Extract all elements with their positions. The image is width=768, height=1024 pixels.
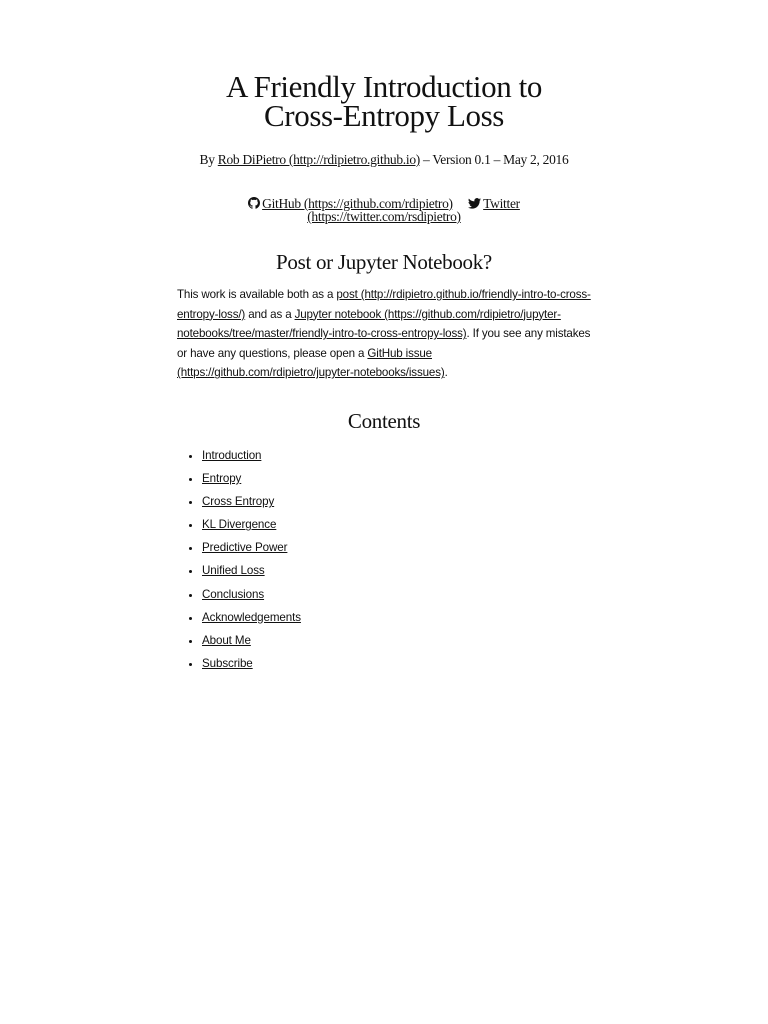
github-link-text: GitHub (https://github.com/rdipietro): [262, 196, 453, 211]
toc-item: [202, 559, 301, 582]
toc-item: [202, 652, 301, 675]
toc-item: [202, 513, 301, 536]
toc-link-acknowledgements[interactable]: Acknowledgements: [202, 610, 301, 624]
toc-link-conclusions[interactable]: Conclusions: [202, 587, 265, 601]
toc-item: [202, 444, 301, 467]
social-links: [0, 197, 768, 223]
toc-item: [202, 629, 301, 652]
github-issue-link[interactable]: GitHub issue (https://github.com/rdipietro/jupyter-notebooks/issues): [177, 346, 445, 380]
toc-item: [202, 583, 301, 606]
byline: [0, 151, 768, 169]
twitter-link-text-1: Twitter: [483, 196, 520, 211]
twitter-link-url[interactable]: (https://twitter.com/rsdipietro): [307, 209, 461, 224]
toc-link-subscribe[interactable]: Subscribe: [202, 656, 253, 670]
jupyter-notebook-link[interactable]: Jupyter notebook (https://github.com/rdipietro/jupyter-notebooks/tree/master/friendly-intro-to-cross-entropy-loss): [177, 307, 561, 341]
toc-link-entropy[interactable]: Entropy: [202, 472, 242, 486]
page-title: [0, 69, 768, 133]
section-heading-notebook: Post or Jupyter Notebook?: [276, 250, 492, 274]
byline-version-date: – Version 0.1 – May 2, 2016: [419, 152, 569, 167]
toc-link-unified-loss[interactable]: Unified Loss: [202, 564, 265, 578]
twitter-link[interactable]: [468, 196, 520, 211]
toc-item: [202, 467, 301, 490]
toc-link-kl-divergence[interactable]: KL Divergence: [202, 518, 277, 532]
post-link[interactable]: post (http://rdipietro.github.io/friendly-intro-to-cross-entropy-loss/): [177, 288, 591, 321]
twitter-icon: [468, 198, 481, 211]
intro-text-4: .: [444, 366, 448, 380]
toc-link-predictive-power[interactable]: Predictive Power: [202, 541, 288, 555]
byline-prefix: By: [199, 152, 218, 167]
title-line-1: A Friendly Introduction to: [226, 69, 542, 104]
intro-text-1: This work is available both as a: [177, 288, 337, 301]
toc-item: [202, 490, 301, 513]
availability-paragraph: [177, 285, 597, 383]
title-line-2: Cross-Entropy Loss: [264, 98, 504, 133]
toc-item: [202, 536, 301, 559]
intro-text-2: and as a: [245, 307, 295, 321]
intro-text-3: . If you see any mistakes or have any questions, please open a: [177, 327, 591, 360]
author-link[interactable]: Rob DiPietro (http://rdipietro.github.io): [217, 152, 420, 167]
github-icon: [248, 197, 260, 211]
toc-link-about-me[interactable]: About Me: [202, 633, 251, 647]
table-of-contents: [184, 444, 301, 675]
toc-link-introduction[interactable]: Introduction: [202, 449, 262, 462]
section-heading-contents: Contents: [347, 409, 421, 433]
toc-link-cross-entropy[interactable]: Cross Entropy: [202, 495, 275, 509]
toc-item: [202, 606, 301, 629]
